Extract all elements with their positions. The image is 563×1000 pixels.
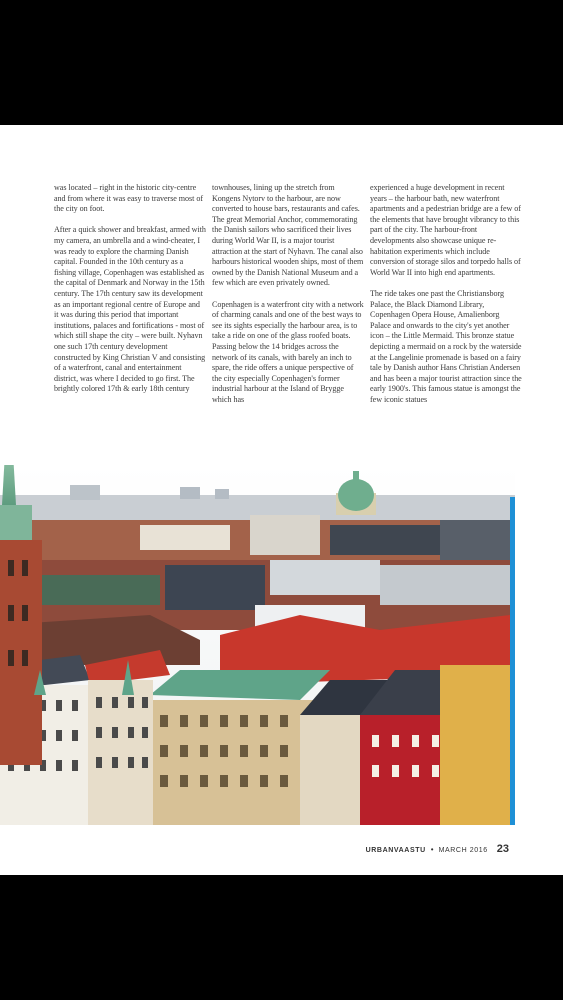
accent-bar [510,497,515,825]
article-paragraph: The ride takes one past the Christiansborg Palace, the Black Diamond Library, Copenhagen Opera House, Amalienborg Palace and onwards to the city's yet another icon – the Little Mermaid. This bronze statue depicting a mermaid on a rock by the waterside at the Langelinie promenade is based on a fairy tale by Danish author Hans Christian Andersen and has been a major tourist attraction since the early 1900's. This famous statue is amongst the few iconic statues [370,288,522,404]
article-column-3 [370,183,522,416]
article-paragraph: was located – right in the historic city-centre and from where it was easy to traverse most of the city on foot. [54,183,203,214]
cityscape-illustration [0,465,515,825]
article-column-1 [54,183,206,405]
magazine-page [0,125,563,875]
article-column-2 [212,183,364,416]
article-paragraph: After a quick shower and breakfast, armed with my camera, an umbrella and a wind-cheater, I was ready to explore the charming Danish capital. Founded in the 10th century as a fishing village, Copenhagen was established as the capital of Denmark and Norway in the 15th century. The 17th century saw its development as an important regional centre of Europe and it was during this period that important institutions, palaces and fortifications - most of which still shape the city – were built. Nyhavn one such 17th century development constructed by King Christian V and consisting of a waterfront, canal and entertainment district, was where I decided to go first. The brightly colored 17th & early 18th century [54,225,206,394]
issue-date: MARCH 2016 [438,847,488,854]
footer-separator: • [430,845,434,854]
copenhagen-cityscape-photo [0,465,515,825]
article-paragraph: townhouses, lining up the stretch from Kongens Nytorv to the harbour, are now converted to house bars, restaurants and cafes. The great Memorial Anchor, commemorating the Danish sailors who sacrificed their lives during World War II, is a major tourist attraction at the start of Nyhavn. The canal also harbours historical wooden ships, most of them owned by the Danish National Museum and a few which are even privately owned. [212,183,364,288]
article-paragraph: experienced a huge development in recent years – the harbour bath, new waterfront apartments and a pedestrian bridge are a few of the elements that have brought vibrancy to this part of the city. The harbour-front developments also showcase unique re-habitation experiments which include conversion of storage silos and torpedo halls of World War II into high end apartments. [370,183,521,277]
magazine-brand: URBANVAASTU [365,847,426,854]
article-paragraph: Copenhagen is a waterfront city with a network of charming canals and one of the best ways to see its sights especially the harbour area, is to take a ride on one of the glass roofed boats. Passing below the 14 bridges across the network of its canals, with barely an inch to spare, the ride offers a unique perspective of the city especially Copenhagen's former industrial harbour at the Island of Brygge which has [212,299,364,404]
page-footer [366,843,509,855]
page-number: 23 [496,843,509,855]
